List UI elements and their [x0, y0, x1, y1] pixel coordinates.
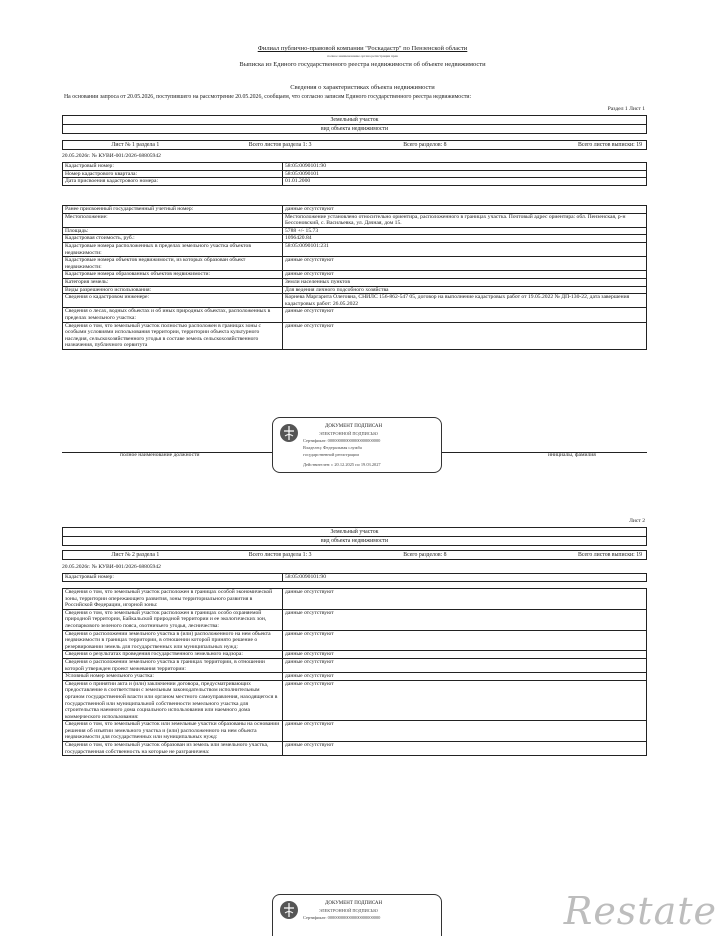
date-number: 20.05.2026г. № КУВИ-001/2026-68805942 [62, 153, 161, 159]
table-row [63, 609, 647, 630]
table-row [63, 271, 647, 279]
table-row [63, 630, 647, 651]
row-label: Сведения о том, что земельный участок полностью расположен в границах зоны с особыми условиями использования территории, территории объекта культурного наследия, сельскохозяйственного угодья в составе земель сельскохозяйственного назначения, публичного сервитута [63, 322, 283, 349]
row-label: Кадастровые номера образованных объектов недвижимости: [63, 271, 283, 279]
row-value: данные отсутствуют [283, 609, 647, 630]
table-row [63, 680, 647, 721]
sections-total: Всего разделов: 8 [403, 142, 447, 148]
sheet-number: Лист № 2 раздела 1 [111, 552, 160, 558]
row-value: данные отсутствуют [283, 589, 647, 610]
row-label: Сведения о кадастровом инженере: [63, 294, 283, 308]
row-value: 58:05:0090101 [283, 170, 647, 178]
stamp-line-2: ЭЛЕКТРОННОЙ ПОДПИСЬЮ [319, 908, 378, 913]
row-label: Сведения о том, что земельный участок образован из земель или земельного участка, государственная собственность на которые не разграничена: [63, 742, 283, 756]
row-value: Земли населенных пунктов [283, 278, 647, 286]
section-title: Сведения о характеристиках объекта недвижимости [290, 84, 435, 91]
position-caption: полное наименование должности [120, 452, 200, 458]
table-row [63, 589, 647, 610]
row-value: 58:05:0090101:90 [283, 574, 647, 582]
zones-table [62, 588, 647, 756]
row-label: Сведения о том, что земельный участок расположен в границах особой экономической зоны, территории опережающего развития, зоны территориального развития в Российской Федерации, игорной зоны: [63, 589, 283, 610]
stamp-line-3: Сертификат: 000000000000000000000000 [303, 915, 381, 920]
table-row [63, 235, 647, 243]
stamp-line-6: Действителен: с 20.12.2025 по 19.03.2027 [303, 462, 381, 467]
table-row [63, 651, 647, 659]
sheet-number: Лист № 1 раздела 1 [111, 142, 160, 148]
emblem-icon [279, 423, 299, 443]
table-row [63, 178, 647, 186]
row-value: данные отсутствуют [283, 630, 647, 651]
row-value: 58:05:0090101:231 [283, 242, 647, 256]
table-row [63, 206, 647, 214]
row-value: данные отсутствуют [283, 673, 647, 681]
row-label: Категория земель: [63, 278, 283, 286]
row-label: Кадастровая стоимость, руб.: [63, 235, 283, 243]
object-type-caption: вид объекта недвижимости [62, 124, 647, 134]
row-value: Для ведения личного подсобного хозяйства [283, 286, 647, 294]
row-label: Ранее присвоенный государственный учетный номер: [63, 206, 283, 214]
intro-text: На основании запроса от 20.05.2026, поступившего на рассмотрение 20.05.2026, сообщаем, что согласно записям Единого государственного реестра недвижимости: [64, 94, 472, 100]
table-row [63, 163, 647, 171]
table-row [63, 170, 647, 178]
row-label: Сведения о расположении земельного участка в (или) расположенного на нем объекта недвижимости в границах территории, в отношении которой принято решение о резервировании земель для государственных или муниципальных нужд: [63, 630, 283, 651]
stamp-line-3: Сертификат: 000000000000000000000000 [303, 438, 381, 443]
row-label: Сведения о лесах, водных объектах и об иных природных объектах, расположенных в пределах земельного участка: [63, 308, 283, 322]
row-label: Виды разрешенного использования: [63, 286, 283, 294]
table-row [63, 286, 647, 294]
date-number: 20.05.2026г. № КУВИ-001/2026-68805942 [62, 564, 161, 570]
table-row [63, 294, 647, 308]
row-value: данные отсутствуют [283, 680, 647, 721]
sheets-in-section: Всего листов раздела 1: 3 [248, 142, 312, 148]
table-row [63, 673, 647, 681]
row-value: данные отсутствуют [283, 721, 647, 742]
row-value: 1096420.84 [283, 235, 647, 243]
table-row [63, 242, 647, 256]
table-row [63, 308, 647, 322]
emblem-icon [279, 900, 299, 920]
electronic-signature-stamp [272, 894, 442, 936]
row-value: 5788 +/- 15.73 [283, 227, 647, 235]
stamp-line-4: Владелец: Федеральная служба [303, 445, 362, 450]
table-row [63, 574, 647, 582]
row-label: Сведения о расположении земельного участка в границах территории, в отношении которой утвержден проект межевания территории: [63, 658, 283, 672]
row-value: данные отсутствуют [283, 271, 647, 279]
basic-info-table [62, 162, 647, 186]
table-row [63, 213, 647, 227]
cadastral-table [62, 573, 647, 582]
stamp-line-5: государственной регистрации [303, 452, 359, 457]
table-row [63, 658, 647, 672]
table-row [63, 742, 647, 756]
row-value: данные отсутствуют [283, 651, 647, 659]
table-row [63, 278, 647, 286]
row-value: данные отсутствуют [283, 308, 647, 322]
row-label: Дата присвоения кадастрового номера: [63, 178, 283, 186]
row-value: данные отсутствуют [283, 742, 647, 756]
object-type: Земельный участок [62, 527, 647, 537]
row-label: Местоположение: [63, 213, 283, 227]
row-value: 58:05:0090101:90 [283, 163, 647, 171]
sheets-in-section: Всего листов раздела 1: 3 [248, 552, 312, 558]
stamp-line-2: ЭЛЕКТРОННОЙ ПОДПИСЬЮ [319, 431, 378, 436]
object-type-caption: вид объекта недвижимости [62, 536, 647, 546]
row-label: Сведения о том, что земельный участок расположен в границах особо охраняемой природной территории, Байкальской природной территории и ее экологических зон, лесопаркового зеленого пояса, охотничьего угодья, лесничества: [63, 609, 283, 630]
row-value: Местоположение установлено относительно ориентира, расположенного в границах участка. Почтовый адрес ориентира: обл. Пензенская, р-н Бессоновский, с. Васильевка, ул. Дачная, дом 15. [283, 213, 647, 227]
electronic-signature-stamp [272, 417, 442, 473]
row-label: Площадь: [63, 227, 283, 235]
row-value: данные отсутствуют [283, 206, 647, 214]
table-row [63, 322, 647, 349]
object-type: Земельный участок [62, 115, 647, 125]
sheet-info-row [62, 550, 647, 560]
characteristics-table [62, 205, 647, 350]
row-label: Кадастровые номера объектов недвижимости, из которых образован объект недвижимости: [63, 257, 283, 271]
sheets-total: Всего листов выписки: 19 [578, 552, 642, 558]
initials-caption: инициалы, фамилия [548, 452, 596, 458]
stamp-line-1: ДОКУМЕНТ ПОДПИСАН [325, 424, 383, 429]
sheet-label: Лист 2 [629, 518, 645, 524]
row-label: Сведения о принятии акта и (или) заключении договора, предусматривающих предоставление в соответствии с земельным законодательством исполнительным органом государственной власти или органом местного самоуправления, находящегося в государственной или муниципальной собственности земельного участка для строительства наемного дома социального использования или наемного дома коммерческого использования: [63, 680, 283, 721]
sheet-info-row [62, 140, 647, 150]
row-value: данные отсутствуют [283, 322, 647, 349]
table-row [63, 227, 647, 235]
table-row [63, 257, 647, 271]
row-label: Номер кадастрового квартала: [63, 170, 283, 178]
sheets-total: Всего листов выписки: 19 [578, 142, 642, 148]
extract-title: Выписка из Единого государственного реестра недвижимости об объекте недвижимости [239, 61, 486, 68]
row-value: данные отсутствуют [283, 658, 647, 672]
row-label: Сведения о том, что земельный участок или земельные участки образованы на основании решения об изъятии земельного участка и (или) расположенного на нем объекта недвижимости для государственных или муниципальных нужд: [63, 721, 283, 742]
row-value: 01.01.2000 [283, 178, 647, 186]
row-value: данные отсутствуют [283, 257, 647, 271]
row-label: Условный номер земельного участка: [63, 673, 283, 681]
watermark-logo: Restate [563, 889, 717, 933]
row-label: Кадастровый номер: [63, 163, 283, 171]
table-row [63, 721, 647, 742]
row-value: Корнева Маргарита Олеговна, СНИЛС 156-862-547 05, договор на выполнение кадастровых работ от 19.05.2022 № ДП-130-22, дата завершения кадастровых работ: 26.05.2022 [283, 294, 647, 308]
stamp-line-1: ДОКУМЕНТ ПОДПИСАН [325, 901, 383, 906]
row-label: Кадастровые номера расположенных в пределах земельного участка объектов недвижимости: [63, 242, 283, 256]
agency-caption: полное наименование органа регистрации прав [327, 54, 398, 58]
sections-total: Всего разделов: 8 [403, 552, 447, 558]
row-label: Кадастровый номер: [63, 574, 283, 582]
row-label: Сведения о результатах проведения государственного земельного надзора: [63, 651, 283, 659]
section-sheet-label: Раздел 1 Лист 1 [607, 106, 645, 112]
agency-name: Филиал публично-правовой компании "Роскадастр" по Пензенской области [257, 45, 468, 52]
